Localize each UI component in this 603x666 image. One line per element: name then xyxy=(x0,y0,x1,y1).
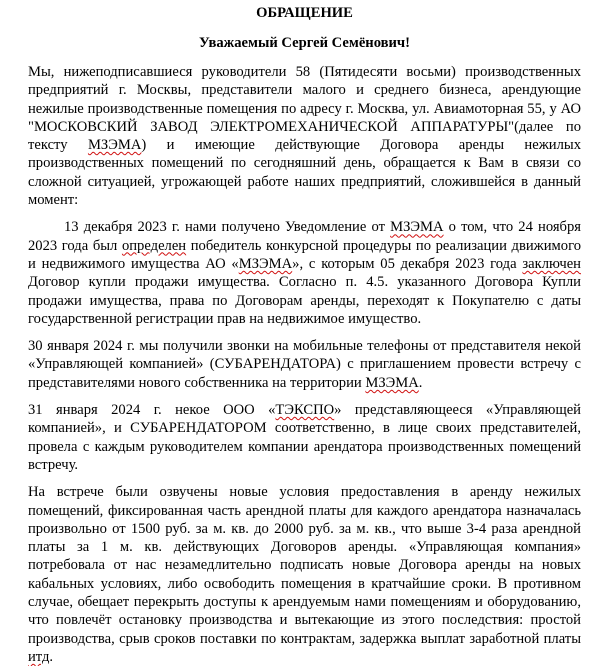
text-segment: Мы, нижеподписавшиеся руководители 58 (Пятидесяти восьми) производственных предприятий г. Москвы, представители малого и среднего бизнеса, арендующие нежилые производственные помещения по адресу г. Москва, ул. Авиамоторная 55, у АО "МОСКОВСКИЙ ЗАВОД ЭЛЕКТРОМЕХАНИЧЕСКОЙ АППАРАТУРЫ"(далее по тексту xyxy=(28,64,581,154)
paragraph-notice xyxy=(28,218,581,328)
text-segment: На встрече были озвучены новые условия предоставления в аренду нежилых помещений, фиксированная часть арендной платы для каждого арендатора назначалась произвольно от 1500 руб. за м. кв. до 2000 руб. за м. кв., что выше 3-4 раза арендной платы за 1 м. кв. действующих Договоров аренды. «Управляющая компания» потребовала от нас незамедлительно подписать новые Договора аренды на новых кабальных условиях, либо освободить помещения в кратчайшие сроки. В противном случае, обещает перекрыть доступы к арендуемым нами помещениям и оборудованию, что повлечёт остановку производства и вытекающие из этого последствия: простой производства, срыв сроков поставки по контрактам, задержка выплат заработной платы xyxy=(28,484,581,647)
misspelled-word[interactable]: МЗЭМА xyxy=(390,219,444,236)
misspelled-word[interactable]: МЗЭМА xyxy=(238,255,293,272)
text-segment: ) и имеющие действующие Договора аренды нежилых производственных помещений по сегодняшний день, обращается к Вам в связи со сложной ситуацией, угрожающей работе наших предприятий, сложившейся в данный момент: xyxy=(28,137,581,209)
text-segment: . xyxy=(418,374,423,391)
misspelled-word[interactable]: определен xyxy=(121,237,187,254)
misspelled-word[interactable]: МЗЭМА xyxy=(365,374,419,391)
text-segment: . xyxy=(49,648,54,665)
misspelled-word[interactable]: итд xyxy=(28,648,50,665)
document-title: ОБРАЩЕНИЕ xyxy=(256,5,353,21)
text-segment: о том, что 24 ноября 2023 года был xyxy=(28,219,581,254)
paragraph-intro xyxy=(28,63,581,209)
misspelled-word[interactable]: ТЭКСПО xyxy=(275,402,335,419)
text-segment: 31 января 2024 г. некое ООО « xyxy=(28,402,276,419)
paragraph-calls xyxy=(28,337,581,392)
misspelled-word[interactable]: МЗЭМА xyxy=(87,137,142,154)
paragraph-meeting xyxy=(28,401,581,474)
text-segment: », с которым 05 декабря 2023 года xyxy=(292,255,523,272)
greeting: Уважаемый Сергей Семёнович! xyxy=(198,35,411,51)
misspelled-word[interactable]: заключен xyxy=(522,255,581,272)
paragraph-conditions xyxy=(28,483,581,666)
text-segment: 13 декабря 2023 г. нами получено Уведомление от xyxy=(64,219,391,236)
text-segment: Договор купли продажи имущества. Согласно п. 4.5. указанного Договора Купли продажи имущества, права по Договорам аренды, переходят к Покупателю с даты государственной регистрации прав на недвижимое имущество. xyxy=(28,274,581,327)
text-segment: » представляющееся «Управляющей компанией», и СУБАРЕНДАТОРОМ соответственно, в лице своих представителей, провела с каждым руководителем компании арендатора производственных помещений встречу. xyxy=(28,402,581,473)
text-segment: 30 января 2024 г. мы получили звонки на мобильные телефоны от представителя некой «Управляющей компанией» (СУБАРЕНДАТОРА) с приглашением провести встречу с представителями нового собственника на территории xyxy=(28,338,581,391)
text-segment: победитель конкурсной процедуры по реализации движимого и недвижимого имущества АО « xyxy=(28,237,582,272)
